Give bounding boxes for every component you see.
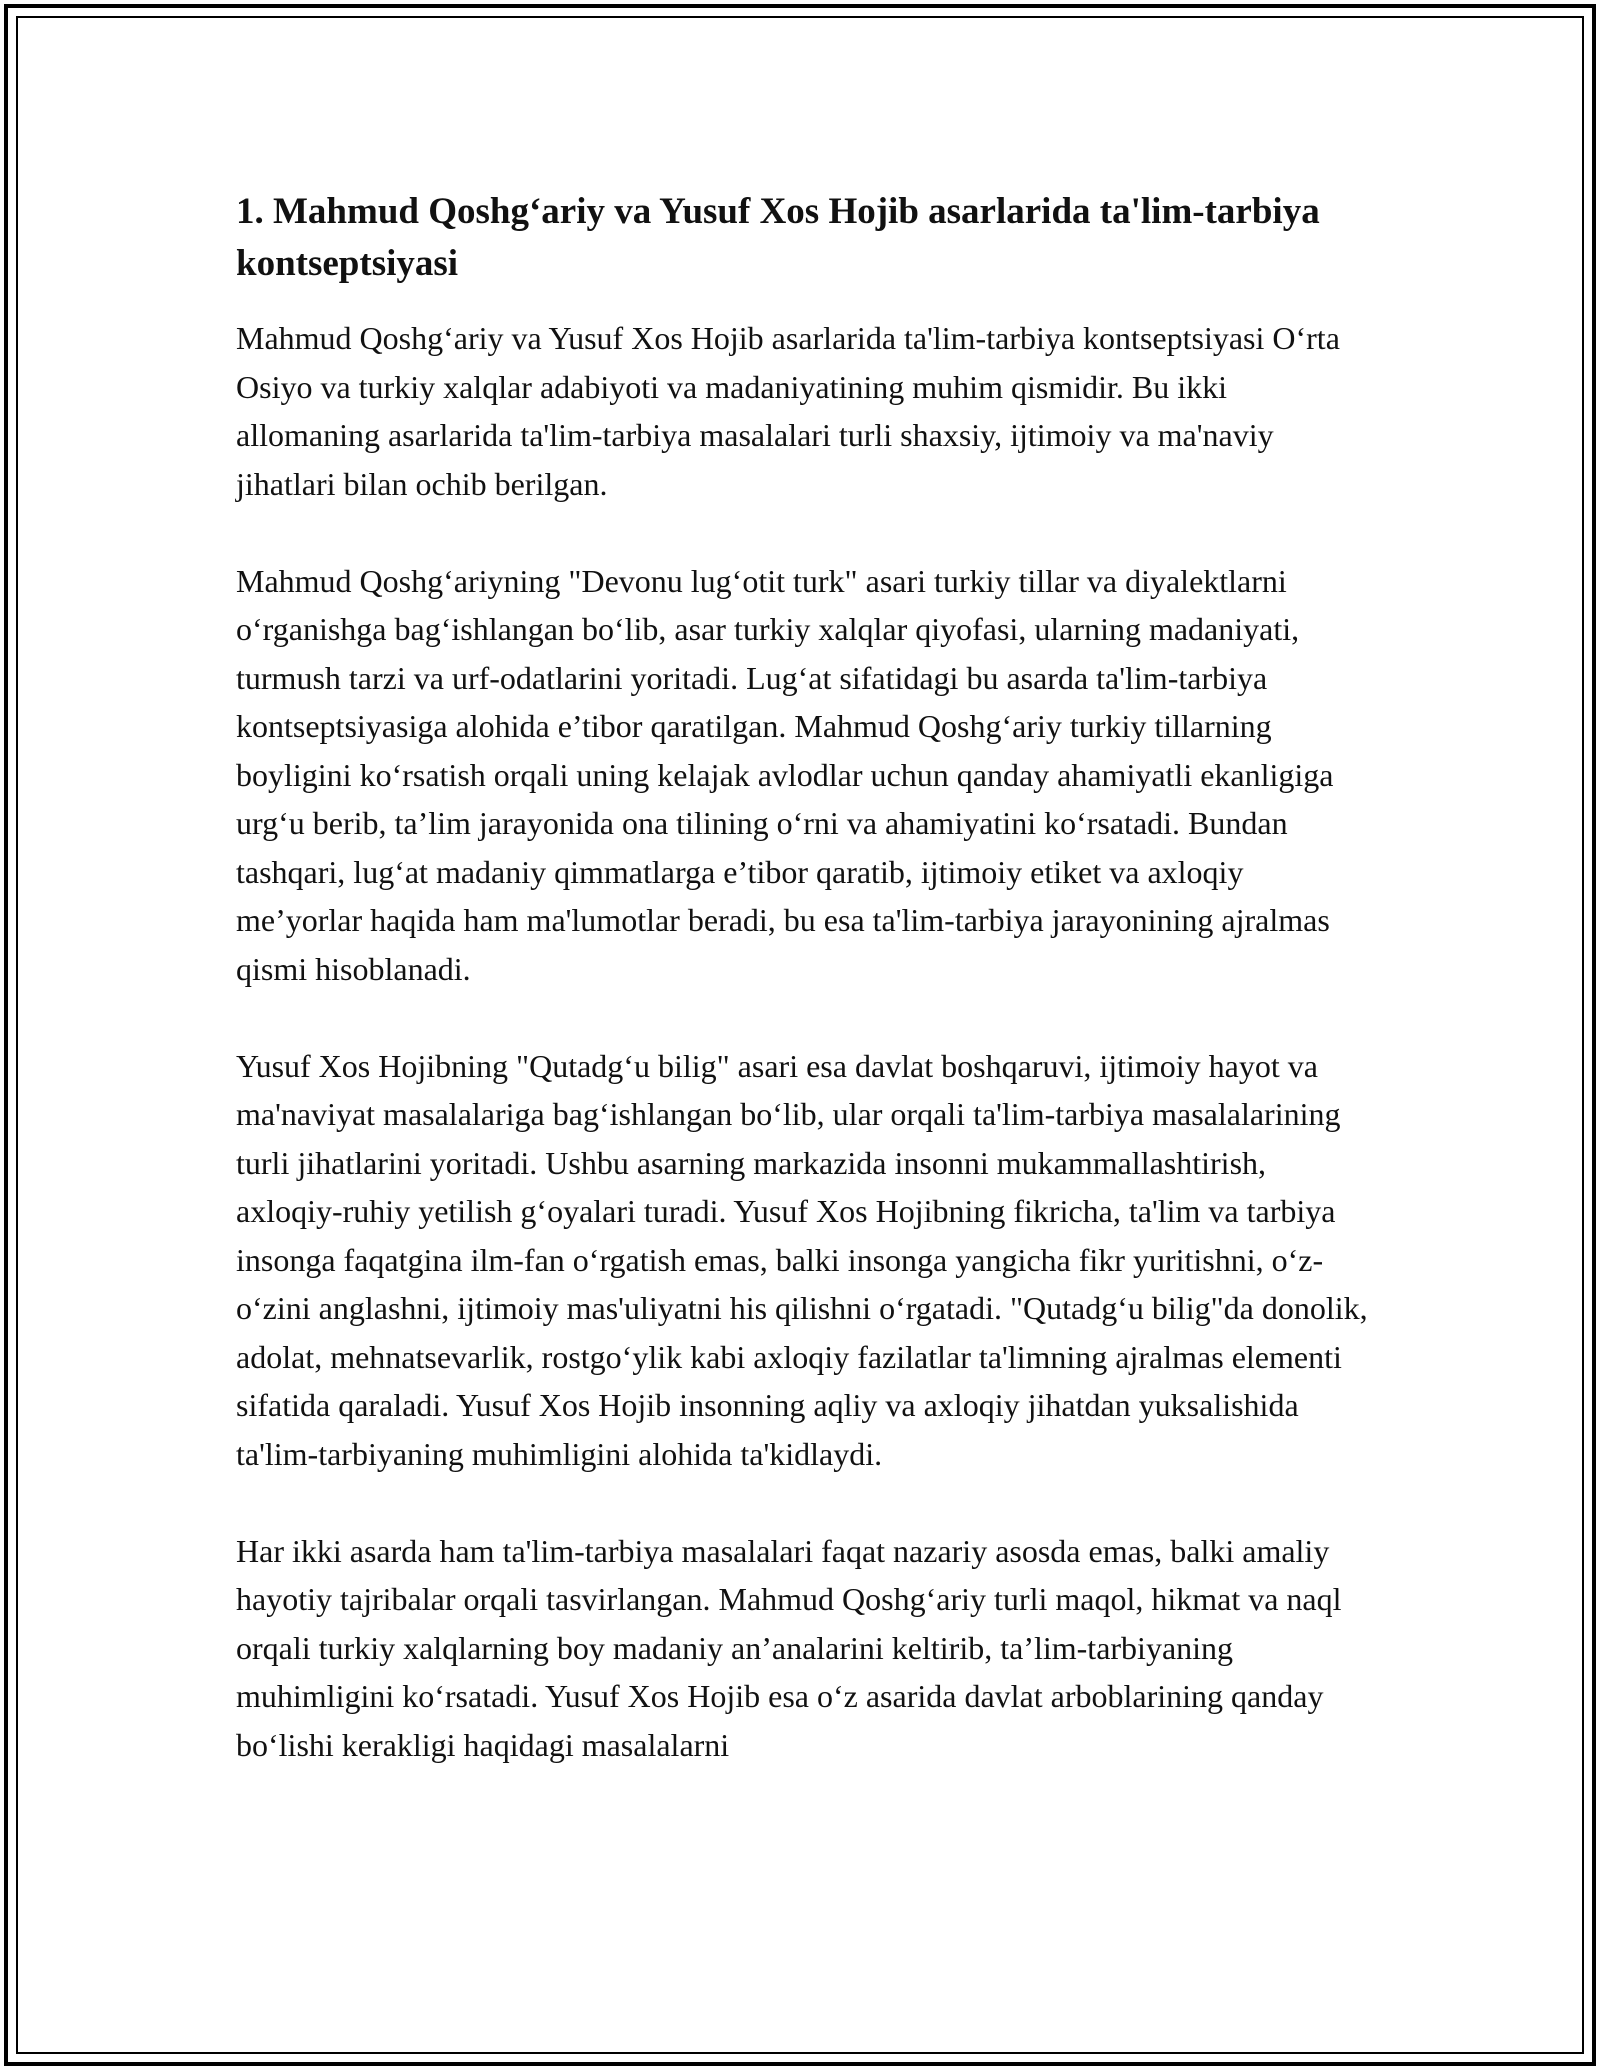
document-body (236, 186, 1372, 1818)
paragraph-comparison: Har ikki asarda ham ta'lim-tarbiya masalalari faqat nazariy asosda emas, balki amaliy hayotiy tajribalar orqali tasvirlangan. Mahmud Qoshg‘ariy turli maqol, hikmat va naql orqali turkiy xalqlarning boy madaniy an’analarini keltirib, ta’lim-tarbiyaning muhimligini ko‘rsatadi. Yusuf Xos Hojib esa o‘z asarida davlat arboblarining qanday bo‘lishi kerakligi haqidagi masalalarni (236, 1532, 1342, 1763)
paragraph-intro: Mahmud Qoshg‘ariy va Yusuf Xos Hojib asarlarida ta'lim-tarbiya kontseptsiyasi O‘rta Osiyo va turkiy xalqlar adabiyoti va madaniyatining muhim qismidir. Bu ikki allomaning asarlarida ta'lim-tarbiya masalalari turli shaxsiy, ijtimoiy va ma'naviy jihatlari bilan ochib berilgan. (236, 320, 1340, 502)
paragraph-devonu-lugotit-turk: Mahmud Qoshg‘ariyning "Devonu lug‘otit turk" asari turkiy tillar va diyalektlarni o‘rganishga bag‘ishlangan bo‘lib, asar turkiy xalqlar qiyofasi, ularning madaniyati, turmush tarzi va urf-odatlarini yoritadi. Lug‘at sifatidagi bu asarda ta'lim-tarbiya kontseptsiyasiga alohida e’tibor qaratilgan. Mahmud Qoshg‘ariy turkiy tillarning boyligini ko‘rsatish orqali uning kelajak avlodlar uchun qanday ahamiyatli ekanligiga urg‘u berib, ta’lim jarayonida ona tilining o‘rni va ahamiyatini ko‘rsatadi. Bundan tashqari, lug‘at madaniy qimmatlarga e’tibor qaratib, ijtimoiy etiket va axloqiy me’yorlar haqida ham ma'lumotlar beradi, bu esa ta'lim-tarbiya jarayonining ajralmas qismi hisoblanadi. (236, 562, 1334, 987)
section-title: 1. Mahmud Qoshg‘ariy va Yusuf Xos Hojib asarlarida ta'lim-tarbiya kontseptsiyasi (236, 191, 1320, 284)
paragraph-qutadgu-bilig: Yusuf Xos Hojibning "Qutadg‘u bilig" asari esa davlat boshqaruvi, ijtimoiy hayot va ma'naviyat masalalariga bag‘ishlangan bo‘lib, ular orqali ta'lim-tarbiya masalalarining turli jihatlarini yoritadi. Ushbu asarning markazida insonni mukammallashtirish, axloqiy-ruhiy yetilish g‘oyalari turadi. Yusuf Xos Hojibning fikricha, ta'lim va tarbiya insonga faqatgina ilm-fan o‘rgatish emas, balki insonga yangicha fikr yuritishni, o‘z-o‘zini anglashni, ijtimoiy mas'uliyatni his qilishni o‘rgatadi. "Qutadg‘u bilig"da donolik, adolat, mehnatsevarlik, rostgo‘ylik kabi axloqiy fazilatlar ta'limning ajralmas elementi sifatida qaraladi. Yusuf Xos Hojib insonning aqliy va axloqiy jihatdan yuksalishida ta'lim-tarbiyaning muhimligini alohida ta'kidlaydi. (236, 1047, 1368, 1472)
